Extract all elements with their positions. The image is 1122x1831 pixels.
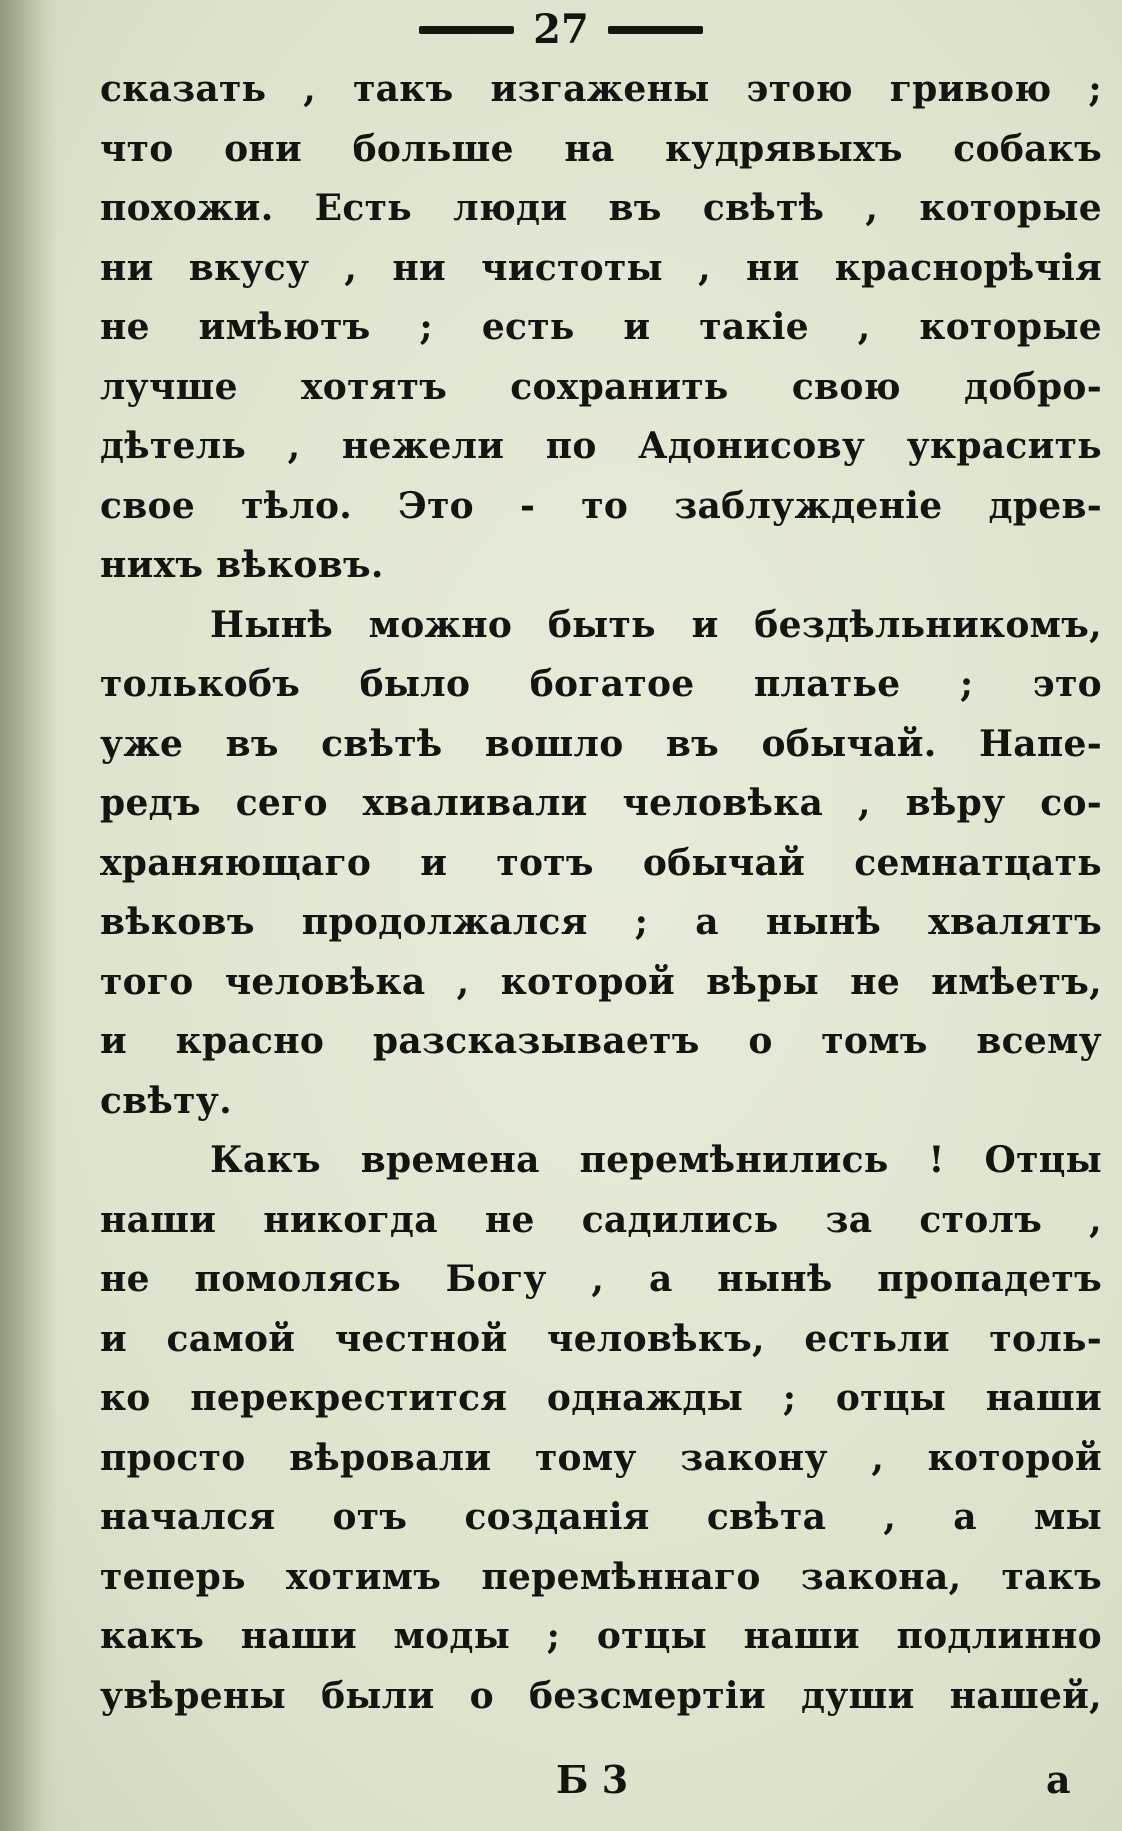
text-line: теперь хотимъ перемѣннаго закона, такъ: [100, 1555, 1102, 1598]
text-line: просто вѣровали тому закону , которой: [100, 1436, 1102, 1479]
text-line: не помолясь Богу , а нынѣ пропадетъ: [100, 1258, 1102, 1300]
text-line: Какъ времена перемѣнились ! Отцы: [210, 1139, 1102, 1181]
page-spine-shadow: [0, 0, 58, 1831]
text-line: какъ наши моды ; отцы наши подлинно: [100, 1615, 1102, 1657]
header-rule-left: [419, 26, 514, 34]
catchword: а: [1046, 1757, 1071, 1802]
text-line: похожи. Есть люди въ свѣтѣ , которые: [100, 187, 1102, 229]
text-line: Нынѣ можно быть и бездѣльникомъ,: [210, 603, 1102, 646]
text-line: редъ сего хваливали человѣка , вѣру со-: [100, 782, 1102, 824]
paragraph: [100, 596, 1102, 1132]
text-line: лучше хотятъ сохранить свою добро-: [100, 365, 1102, 408]
text-line: и красно разсказываетъ о томъ всему: [100, 1020, 1102, 1062]
text-line: вѣковъ продолжался ; а нынѣ хвалятъ: [100, 901, 1102, 943]
paragraph: [100, 1131, 1102, 1726]
text-line: не имѣютъ ; есть и такіе , которые: [100, 306, 1102, 348]
text-line: сказать , такъ изгажены этою гривою ;: [100, 68, 1102, 110]
text-line: свое тѣло. Это - то заблужденіе древ-: [100, 484, 1102, 527]
text-line: толькобъ было богатое платье ; это: [100, 663, 1102, 705]
printer-signature-mark: Б 3: [556, 1757, 629, 1802]
text-line: того человѣка , которой вѣры не имѣетъ,: [100, 960, 1102, 1003]
text-line: ни вкусу , ни чистоты , ни краснорѣчія: [100, 246, 1102, 289]
page-header: [0, 8, 1122, 58]
paragraph: [100, 60, 1102, 596]
text-line: нихъ вѣковъ.: [100, 544, 384, 586]
text-line: и самой честной человѣкъ, естьли толь-: [100, 1317, 1102, 1360]
text-line: свѣту.: [100, 1079, 232, 1122]
text-line: храняющаго и тотъ обычай семнатцать: [100, 841, 1102, 884]
text-line: увѣрены были о безсмертіи души нашей,: [100, 1674, 1102, 1717]
text-line: ко перекрестится однажды ; отцы наши: [100, 1377, 1102, 1419]
header-rule-right: [608, 26, 703, 34]
text-line: наши никогда не садились за столъ ,: [100, 1198, 1102, 1241]
text-line: начался отъ созданія свѣта , а мы: [100, 1496, 1102, 1538]
text-line: уже въ свѣтѣ вошло въ обычай. Напе-: [100, 722, 1102, 765]
page-number: 27: [533, 6, 589, 53]
page-footer: [0, 1755, 1122, 1815]
text-line: дѣтель , нежели по Адонисову украсить: [100, 425, 1102, 467]
page-text: [100, 60, 1102, 1726]
text-line: что они больше на кудрявыхъ собакъ: [100, 127, 1102, 170]
